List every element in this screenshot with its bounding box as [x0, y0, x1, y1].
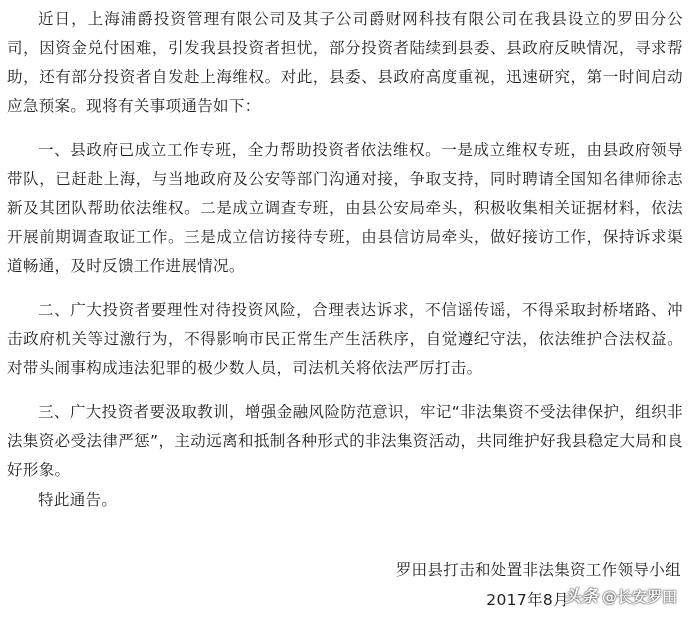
- paragraph-item-one: 一、县政府已成立工作专班，全力帮助投资者依法维权。一是成立维权专班，由县政府领导带队，已赶赴上海，与当地政府及公安等部门沟通对接，争取支持，同时聘请全国知名律师徐志新及其团队帮助依法维权。二是成立调查专班，由县公安局牵头，积极收集相关证据材料，依法开展前期调查取证工作。三是成立信访接待专班，由县信访局牵头，做好接访工作，保持诉求渠道畅通，及时反馈工作进展情况。: [7, 141, 683, 275]
- signature-date: 2017年8月: [486, 591, 569, 609]
- watermark-handle: @长安罗田: [601, 588, 677, 606]
- paragraph-item-two: 二、广大投资者要理性对待投资风险，合理表达诉求，不信谣传谣，不得采取封桥堵路、冲击政府机关等过激行为，不得影响市民正常生产生活秩序，自觉遵纪守法，依法维护合法权益。对带头闹事构成违法犯罪的极少数人员，司法机关将依法严厉打击。: [7, 301, 683, 377]
- watermark: [564, 584, 677, 610]
- watermark-brand: 头条: [563, 587, 598, 607]
- paragraph-intro: 近日，上海浦爵投资管理有限公司及其子公司爵财网科技有限公司在我县设立的罗田分公司，因资金兑付困难，引发我县投资者担忧，部分投资者陆续到县委、县政府反映情况，寻求帮助，还有部分投资者自发赴上海维权。对此，县委、县政府高度重视，迅速研究，第一时间启动应急预案。现将有关事项通告如下：: [7, 10, 683, 115]
- signature-organization: 罗田县打击和处置非法集资工作领导小组: [395, 561, 681, 579]
- paragraph-item-three: 三、广大投资者要汲取教训，增强金融风险防范意识，牢记“非法集资不受法律保护，组织非法集资必受法律严惩”，主动远离和抵制各种形式的非法集资活动，共同维护好我县稳定大局和良好形象。: [7, 403, 683, 479]
- paragraph-closing: 特此通告。: [38, 491, 118, 509]
